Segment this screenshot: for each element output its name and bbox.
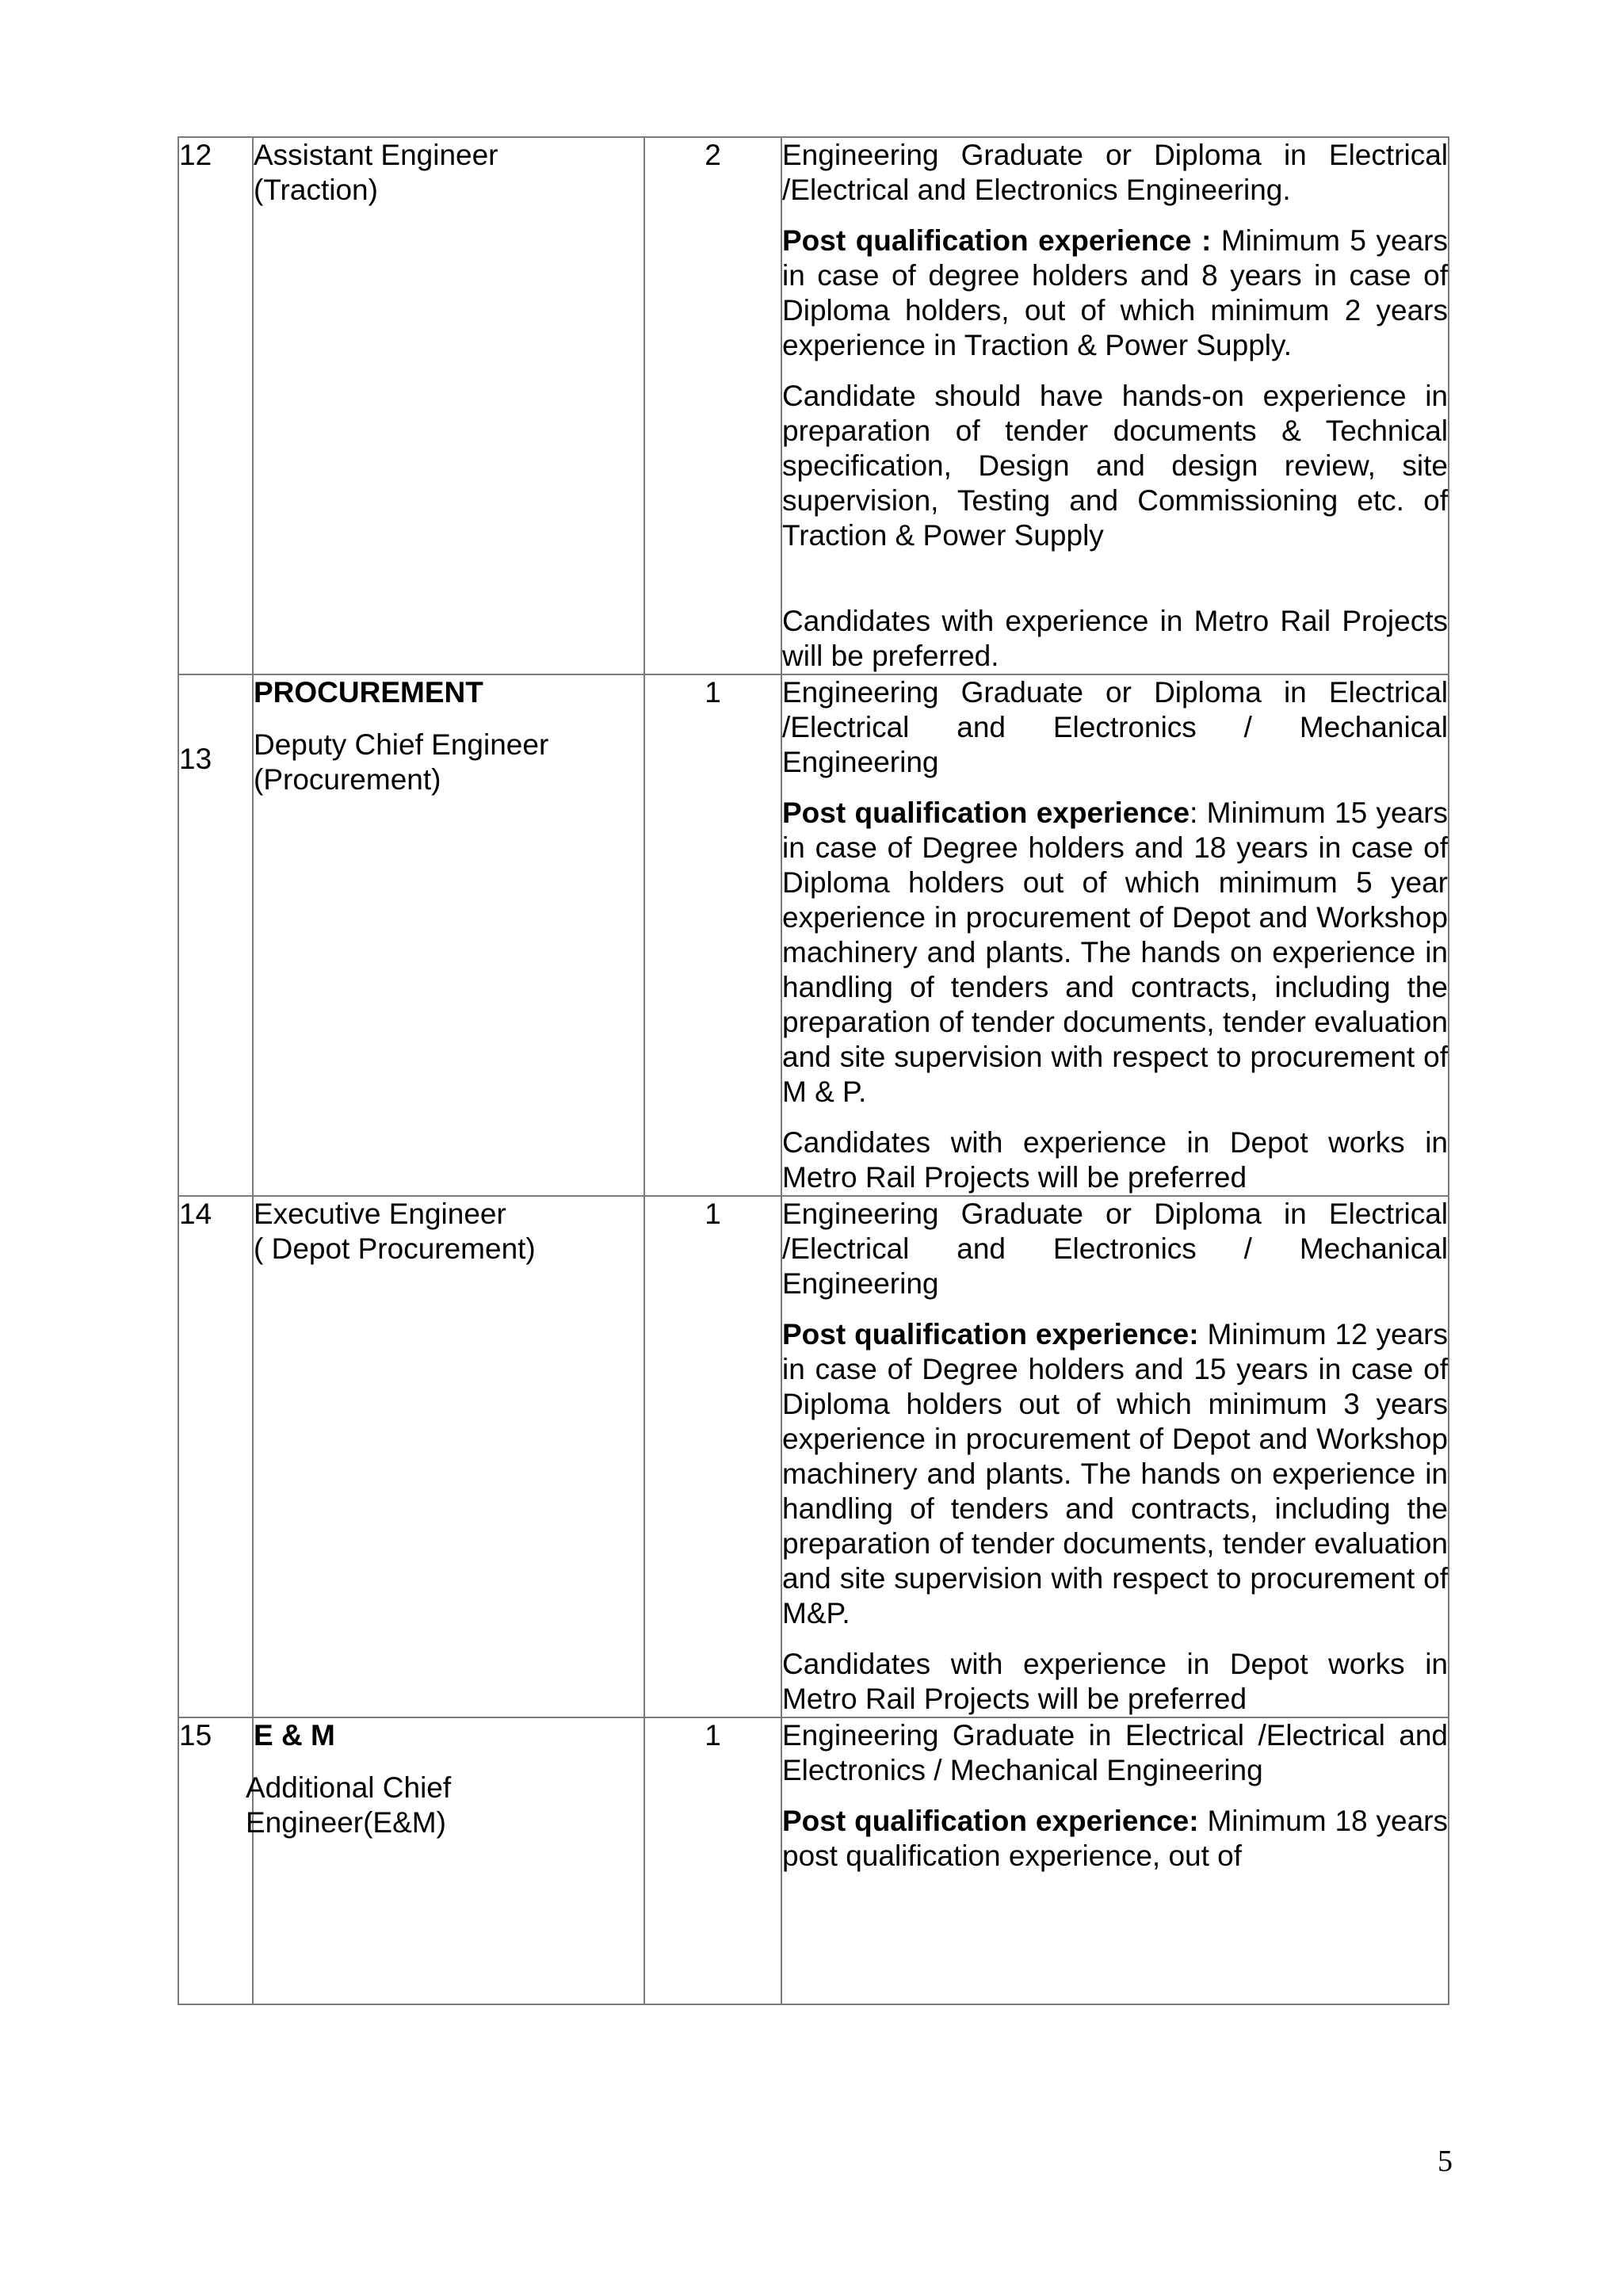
vacancy-count: 1 xyxy=(644,1196,781,1717)
page-number: 5 xyxy=(1438,2145,1453,2178)
serial-number: 15 xyxy=(178,1717,253,2004)
experience-text xyxy=(782,796,1448,1110)
serial-number: 14 xyxy=(178,1196,253,1717)
qualification-cell xyxy=(781,674,1449,1196)
post-title: Executive Engineer ( Depot Procurement) xyxy=(254,1198,536,1265)
post-name-cell xyxy=(253,137,644,674)
experience-text xyxy=(782,1804,1448,1874)
qualification-text: Engineering Graduate or Diploma in Electrical /Electrical and Electronics / Mechanical Engineering xyxy=(782,676,1448,778)
qualification-cell xyxy=(781,1196,1449,1717)
skills-text: Candidate should have hands-on experience in preparation of tender documents & Technical specification, Design and design review, site supervision, Testing and Commissioning etc. of Traction & Power Supply xyxy=(782,380,1448,552)
experience-label: Post qualification experience xyxy=(782,797,1190,829)
preference-text: Candidates with experience in Depot works in Metro Rail Projects will be preferred xyxy=(782,1126,1448,1194)
vacancy-count: 1 xyxy=(644,674,781,1196)
section-heading: PROCUREMENT xyxy=(254,676,483,709)
qualification-text: Engineering Graduate in Electrical /Electrical and Electronics / Mechanical Engineering xyxy=(782,1719,1448,1786)
serial-number: 12 xyxy=(178,137,253,674)
table-row xyxy=(178,1196,1449,1717)
experience-detail: Minimum 18 years post qualification experience, out of xyxy=(782,1805,1448,1872)
serial-number: 13 xyxy=(178,674,253,1196)
vacancy-count: 1 xyxy=(644,1717,781,2004)
qualification-text: Engineering Graduate or Diploma in Electrical /Electrical and Electronics / Mechanical Engineering xyxy=(782,1198,1448,1300)
posts-table xyxy=(178,136,1449,2005)
experience-detail: Minimum 5 years in case of degree holders and 8 years in case of Diploma holders, out of which minimum 2 years experience in Traction & Power Supply. xyxy=(782,224,1448,361)
experience-detail: : Minimum 15 years in case of Degree holders and 18 years in case of Diploma holders out of which minimum 5 year experience in procurement of Depot and Workshop machinery and plants. The hands on experience in handling of tenders and contracts, including the preparation of tender documents, tender evaluation and site supervision with respect to procurement of M & P. xyxy=(782,797,1449,1108)
post-title: Additional Chief Engineer(E&M) xyxy=(246,1771,452,1839)
experience-label: Post qualification experience: xyxy=(782,1805,1199,1837)
table-row xyxy=(178,1717,1449,2004)
vacancy-count: 2 xyxy=(644,137,781,674)
experience-text xyxy=(782,223,1448,363)
qualification-cell xyxy=(781,137,1449,674)
post-title: Deputy Chief Engineer (Procurement) xyxy=(254,728,549,796)
post-name-cell xyxy=(246,1717,644,2004)
qualification-cell xyxy=(781,1717,1449,2004)
section-heading: E & M xyxy=(254,1719,335,1752)
post-title: Assistant Engineer (Traction) xyxy=(254,139,498,206)
experience-text xyxy=(782,1317,1448,1631)
table-row xyxy=(178,674,1449,1196)
experience-label: Post qualification experience: xyxy=(782,1318,1199,1350)
table-row xyxy=(178,137,1449,674)
experience-label: Post qualification experience : xyxy=(782,224,1212,257)
post-name-cell xyxy=(253,1196,644,1717)
qualification-text: Engineering Graduate or Diploma in Electrical /Electrical and Electronics Engineering. xyxy=(782,139,1448,206)
preference-text: Candidates with experience in Depot works in Metro Rail Projects will be preferred xyxy=(782,1648,1448,1715)
preference-text: Candidates with experience in Metro Rail Projects will be preferred. xyxy=(782,605,1448,672)
post-name-cell xyxy=(253,674,644,1196)
experience-detail: Minimum 12 years in case of Degree holders and 15 years in case of Diploma holders out of which minimum 3 years experience in procurement of Depot and Workshop machinery and plants. The hands on experience in handling of tenders and contracts, including the preparation of tender documents, tender evaluation and site supervision with respect to procurement of M&P. xyxy=(782,1318,1449,1629)
